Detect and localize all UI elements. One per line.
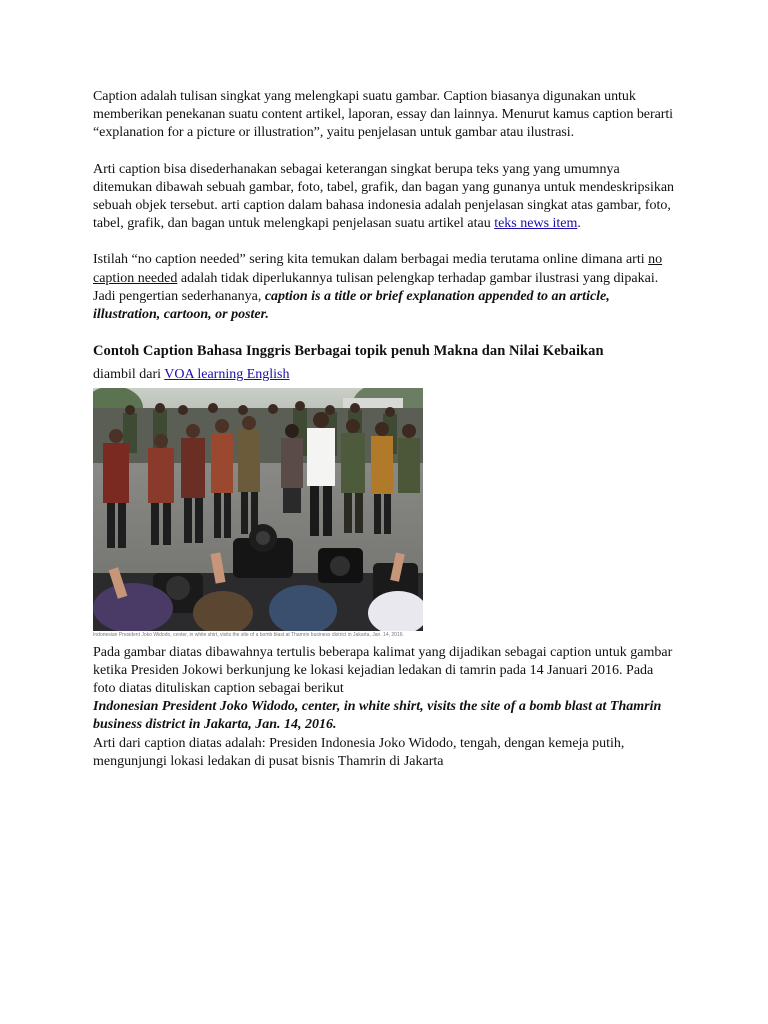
section-heading: Contoh Caption Bahasa Inggris Berbagai topik penuh Makna dan Nilai Kebaikan bbox=[93, 343, 604, 360]
after-photo-paragraph: Pada gambar diatas dibawahnya tertulis beberapa kalimat yang dijadikan sebagai caption untuk gambar ketika Presiden Jokowi berkunjung ke lokasi kejadian ledakan di tamrin pada 14 Januari 2016. Pada foto diatas dituliskan caption sebagai berikut bbox=[93, 644, 673, 697]
paragraph-no-caption-needed bbox=[93, 251, 677, 324]
news-photo-illustration bbox=[93, 388, 423, 631]
no-caption-needed-underline: no caption needed bbox=[93, 252, 663, 286]
caption-definition-english: caption is a title or brief explanation appended to an article, illustration, cartoon, or poster. bbox=[93, 288, 610, 323]
paragraph-1-text: Caption adalah tulisan singkat yang melengkapi suatu gambar. Caption biasanya digunakan untuk memberikan penekanan suatu content artikel, laporan, essay dan lainnya. Menurut kamus caption berarti “explanation for a picture or illustration”, yaitu penjelasan untuk gambar atau ilustrasi. bbox=[93, 89, 674, 141]
voa-learning-english-link[interactable]: VOA learning English bbox=[164, 367, 290, 383]
after-photo-section bbox=[93, 644, 677, 771]
paragraph-3-text-a: Istilah “no caption needed” sering kita temukan dalam berbagai media terutama online dimana arti bbox=[93, 252, 649, 268]
paragraph-3-text-b: adalah tidak diperlukannya tulisan pelengkap terhadap gambar ilustrasi yang dipakai. Jadi pengertian sederhananya, bbox=[93, 270, 659, 304]
caption-translation: Arti dari caption diatas adalah: Presiden Indonesia Joko Widodo, tengah, dengan kemeja putih, mengunjungi lokasi ledakan di pusat bisnis Thamrin di Jakarta bbox=[93, 735, 625, 769]
news-photo bbox=[93, 388, 423, 631]
caption-example-bold: Indonesian President Joko Widodo, center, in white shirt, visits the site of a bomb blast at Thamrin business district in Jakarta, Jan. 14, 2016. bbox=[93, 699, 662, 733]
source-prefix: diambil dari bbox=[93, 367, 165, 383]
source-line bbox=[93, 366, 677, 384]
paragraph-2-text: Arti caption bisa disederhanakan sebagai keterangan singkat berupa teks yang yang umumnya ditemukan dibawah sebuah gambar, foto, tabel, grafik, dan bagan yang gunanya untuk mendeskripsikan sebuah objek tersebut. arti caption dalam bahasa indonesia adalah penjelasan singkat atas gambar, foto, tabel, grafik, dan bagan untuk melengkapi penjelasan suatu artikel atau bbox=[93, 161, 675, 232]
paragraph-caption-definition bbox=[93, 88, 677, 143]
teks-news-item-link[interactable]: teks news item bbox=[494, 216, 578, 232]
paragraph-caption-meaning bbox=[93, 161, 677, 234]
paragraph-2-end: . bbox=[577, 216, 581, 232]
document-body bbox=[93, 88, 677, 771]
photo-caption: Indonesian President Joko Widodo, center, in white shirt, visits the site of a bomb blast at Thamrin business district in Jakarta, Jan. 14, 2016. bbox=[93, 631, 404, 638]
